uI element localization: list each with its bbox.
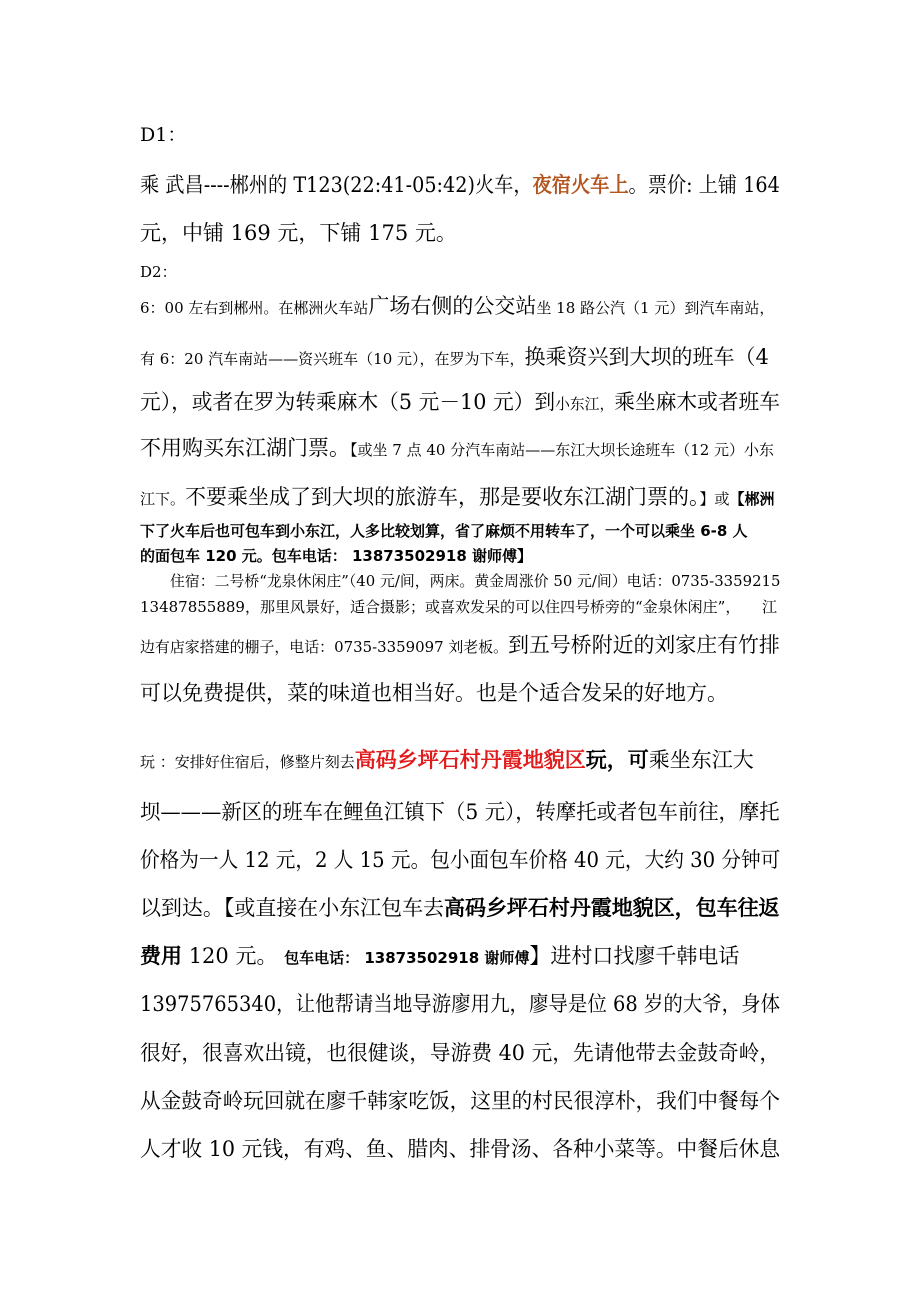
play-line-7: 很好，很喜欢出镜，也很健谈，导游费 40 元，先请他带去金鼓奇岭，: [140, 1041, 781, 1065]
d1-line-1: 乘 武昌----郴州的 T123(22:41-05:42)火车，夜宿火车上。票价: 上铺 164: [140, 173, 780, 197]
play-line-6: 13975765340，让他帮请当地导游廖用九，廖导是位 68 岁的大爷，身体: [140, 992, 781, 1016]
play-line-8: 从金鼓奇岭玩回就在廖千韩家吃饭，这里的村民很淳朴，我们中餐每个: [140, 1089, 780, 1113]
d2-line-5: 江下。不要乘坐成了到大坝的旅游车，那是要收东江湖门票的。】或【郴洲: [140, 485, 775, 509]
play-line-9: 人才收 10 元钱，有鸡、鱼、腊肉、排骨汤、各种小菜等。中餐后休息: [140, 1137, 781, 1161]
d2-stay-1: 住宿：二号桥“龙泉休闲庄”（40 元/间，两床。黄金周涨价 50 元/间）电话：0735-3359215: [170, 572, 781, 590]
play-line-3: 价格为一人 12 元，2 人 15 元。包小面包车价格 40 元，大约 30 分钟可: [140, 848, 781, 872]
play-line-5: 费用 120 元。 包车电话： 13873502918 谢师傅】进村口找廖千韩电话: [140, 944, 740, 968]
d2-line-2: 有 6：20 汽车南站——资兴班车（10 元），在罗为下车，换乘资兴到大坝的班车（4: [140, 345, 769, 369]
d2-line-6: 下了火车后也可包车到小东江，人多比较划算，省了麻烦不用转车了，一个可以乘坐 6-8 人: [140, 522, 748, 540]
d2-stay-3: 边有店家搭建的棚子，电话：0735-3359097 刘老板。到五号桥附近的刘家庄有竹排: [140, 633, 780, 657]
d2-line-3: 元），或者在罗为转乘麻木（5 元－10 元）到小东江，乘坐麻木或者班车: [140, 390, 780, 414]
play-line-2: 坝———新区的班车在鲤鱼江镇下（5 元），转摩托或者包车前往，摩托: [140, 800, 780, 824]
play-line-4: 以到达。【或直接在小东江包车去高码乡坪石村丹霞地貌区，包车往返: [140, 896, 780, 920]
d2-stay-4: 可以免费提供，菜的味道也相当好。也是个适合发呆的好地方。: [140, 681, 728, 705]
d2-line-7: 的面包车 120 元。包车电话： 13873502918 谢师傅】: [140, 547, 533, 565]
highlight-night-train: 夜宿火车上: [532, 173, 629, 197]
highlight-danxia-area: 高码乡坪石村丹霞地貌区: [354, 748, 586, 772]
play-line-1: 玩 ：安排好住宿后，修整片刻去高码乡坪石村丹霞地貌区玩，可乘坐东江大: [140, 748, 754, 772]
d2-stay-2: 13487855889，那里风景好，适合摄影；或喜欢发呆的可以住四号桥旁的“金泉休闲庄”， 江: [140, 598, 778, 616]
d2-line-1: 6：00 左右到郴州。在郴洲火车站广场右侧的公交站坐 18 路公汽（1 元）到汽车南站，: [140, 294, 775, 318]
d2-line-4: 不用购买东江湖门票。【或坐 7 点 40 分汽车南站——东江大坝长途班车（12 元）小东: [140, 436, 775, 460]
d2-label: D2：: [140, 263, 177, 281]
d1-line-2: 元，中铺 169 元，下铺 175 元。: [140, 221, 457, 245]
d1-label: D1：: [140, 124, 187, 146]
